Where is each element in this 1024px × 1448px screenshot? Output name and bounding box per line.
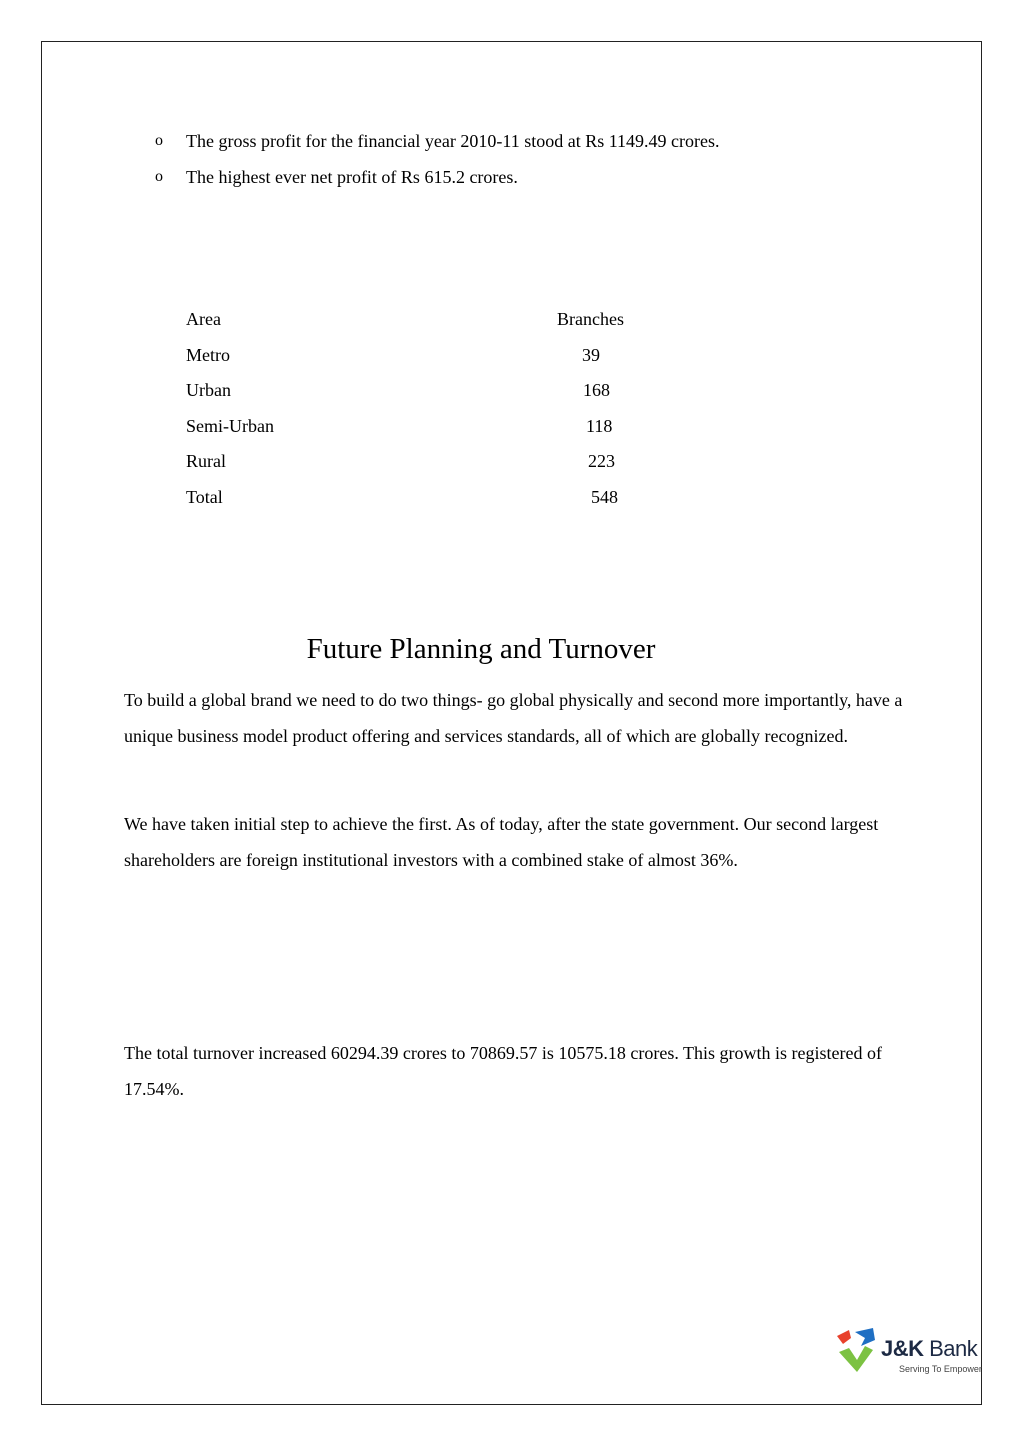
logo-wordmark — [881, 1336, 977, 1362]
branches-cell: 223 — [588, 451, 615, 472]
area-cell: Metro — [186, 344, 230, 365]
bullet-marker: o — [155, 168, 163, 185]
table-row — [0, 484, 1024, 520]
branches-cell: 548 — [591, 486, 618, 507]
branches-cell: 39 — [582, 344, 600, 365]
table-row — [0, 342, 1024, 378]
area-cell: Urban — [186, 380, 231, 401]
branch-table — [0, 306, 1024, 520]
branches-cell: 168 — [583, 380, 610, 401]
table-row — [0, 413, 1024, 449]
logo-name-bold: J&K — [881, 1336, 924, 1361]
list-item — [0, 164, 1024, 200]
section-heading: Future Planning and Turnover — [306, 633, 656, 665]
header-area: Area — [186, 309, 221, 329]
paragraph-turnover: The total turnover increased 60294.39 crores to 70869.57 is 10575.18 crores. This growth is registered of 17.54%. — [124, 1043, 882, 1099]
jk-bank-mark-icon — [835, 1326, 881, 1374]
bullet-list — [0, 128, 1024, 200]
table-row — [0, 377, 1024, 413]
table-row — [0, 448, 1024, 484]
bullet-marker: o — [155, 132, 163, 149]
area-cell: Total — [186, 486, 223, 507]
branches-cell: 118 — [586, 415, 613, 436]
header-branches: Branches — [557, 309, 624, 329]
jk-bank-logo — [835, 1322, 985, 1382]
bullet-text: The gross profit for the financial year 2010-11 stood at Rs 1149.49 crores. — [186, 131, 720, 151]
area-cell: Rural — [186, 451, 226, 472]
bullet-text: The highest ever net profit of Rs 615.2 crores. — [186, 167, 518, 187]
logo-name-rest: Bank — [923, 1336, 978, 1361]
logo-tagline: Serving To Empower — [899, 1364, 982, 1374]
list-item — [0, 128, 1024, 164]
paragraph-global-brand: To build a global brand we need to do two things- go global physically and second more importantly, have a unique business model product offering and services standards, all of which are globally recognized. — [124, 690, 903, 746]
table-header-row — [0, 306, 1024, 342]
paragraph-initial-step: We have taken initial step to achieve the first. As of today, after the state government. Our second largest shareholders are foreign institutional investors with a combined stake of almost 36%. — [124, 814, 879, 870]
area-cell: Semi-Urban — [186, 415, 274, 436]
